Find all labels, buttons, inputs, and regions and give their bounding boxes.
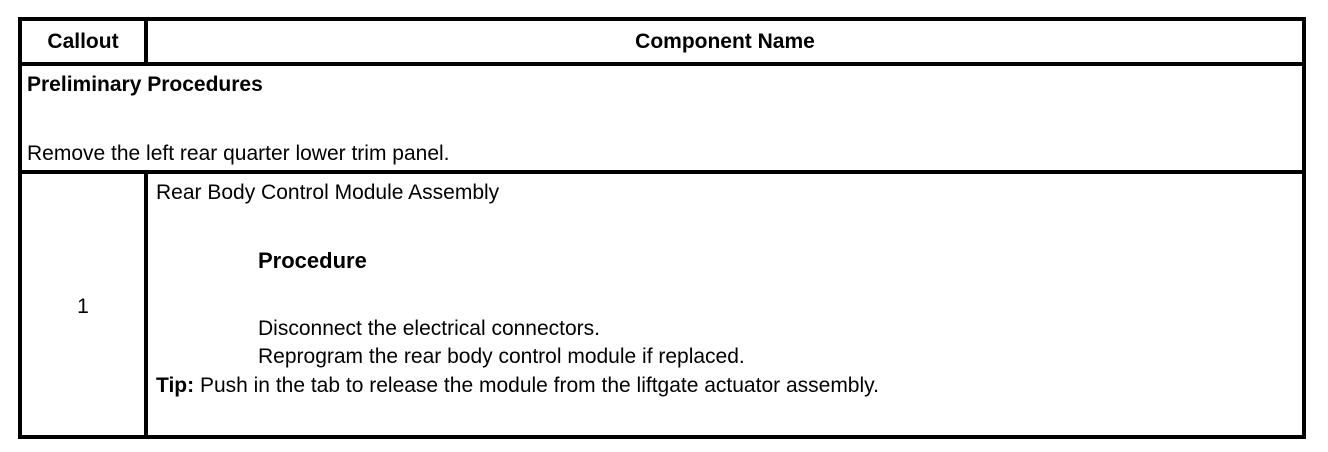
tip-text: Push in the tab to release the module from the liftgate actuator assembly.: [194, 374, 879, 397]
preliminary-procedures-title: Preliminary Procedures: [27, 73, 263, 96]
tip-label: Tip:: [156, 374, 195, 397]
procedure-step: Reprogram the rear body control module if replaced.: [258, 345, 745, 368]
component-name: Rear Body Control Module Assembly: [156, 181, 500, 204]
tip-note: [156, 374, 879, 398]
callout-number: 1: [22, 174, 148, 439]
preliminary-procedures-row: [22, 66, 1302, 174]
header-component-name: Component Name: [635, 29, 815, 53]
component-table: [18, 17, 1306, 439]
preliminary-step: Remove the left rear quarter lower trim panel.: [27, 142, 450, 165]
procedure-title: Procedure: [258, 248, 367, 273]
component-cell: [148, 174, 1302, 439]
table-row: [22, 174, 1302, 439]
table-header-row: [22, 21, 1302, 66]
header-callout: Callout: [22, 21, 148, 62]
procedure-step: Disconnect the electrical connectors.: [258, 317, 600, 340]
